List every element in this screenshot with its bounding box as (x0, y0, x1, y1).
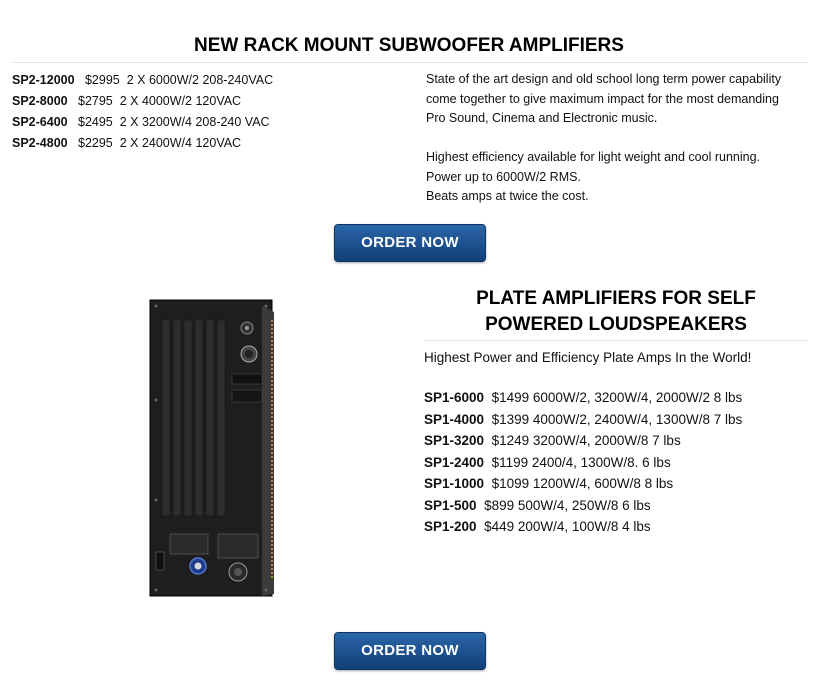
model-details: $899 500W/4, 250W/8 6 lbs (484, 497, 651, 513)
model-name: SP1-2400 (424, 454, 485, 470)
model-name: SP1-500 (424, 497, 477, 513)
description-line: Highest efficiency available for light weight and cool running. (426, 150, 760, 164)
description-line: Beats amps at twice the cost. (426, 189, 589, 203)
model-details: $1249 3200W/4, 2000W/8 7 lbs (491, 433, 681, 448)
model-name: SP1-200 (424, 519, 477, 534)
plate-title-divider (424, 340, 808, 341)
model-spec: 2 X 3200W/4 208-240 VAC (119, 115, 270, 129)
rack-model-list (12, 70, 273, 154)
list-item (424, 495, 742, 517)
plate-tagline: Highest Power and Efficiency Plate Amps In the World! (424, 350, 752, 365)
description-line: Pro Sound, Cinema and Electronic music. (426, 111, 658, 125)
plate-model-list (424, 387, 742, 538)
list-item (424, 473, 742, 495)
model-name: SP1-3200 (424, 433, 485, 448)
list-item (424, 409, 742, 431)
model-name: SP2-8000 (12, 94, 68, 108)
list-item (12, 133, 273, 154)
list-item (12, 70, 273, 91)
plate-amplifier-image (140, 290, 280, 602)
model-price: $2495 (78, 115, 113, 129)
list-item (424, 387, 742, 409)
model-name: SP1-6000 (424, 390, 485, 405)
model-name: SP1-1000 (424, 476, 485, 491)
model-details: $1499 6000W/2, 3200W/4, 2000W/2 8 lbs (491, 390, 743, 405)
rack-section-title: NEW RACK MOUNT SUBWOOFER AMPLIFIERS (194, 35, 624, 56)
model-name: SP2-12000 (12, 73, 75, 87)
description-line: State of the art design and old school long term power capability (426, 72, 782, 86)
plate-title-line1: PLATE AMPLIFIERS FOR SELF (476, 288, 756, 309)
plate-section-title (424, 286, 808, 338)
plate-amplifier-photo (140, 290, 280, 602)
model-details: $1199 2400/4, 1300W/8. 6 lbs (491, 454, 671, 470)
description-line: come together to give maximum impact for the most demanding (426, 91, 779, 106)
list-item (12, 91, 273, 112)
model-name: SP2-6400 (12, 115, 68, 129)
list-item (424, 430, 742, 452)
rack-title-divider (12, 62, 808, 63)
order-now-button-plate[interactable]: ORDER NOW (334, 632, 486, 670)
list-item (12, 112, 273, 133)
model-details: $1099 1200W/4, 600W/8 8 lbs (491, 476, 674, 491)
model-spec: 2 X 2400W/4 120VAC (119, 136, 242, 150)
list-item (424, 516, 742, 538)
plate-title-line2: POWERED LOUDSPEAKERS (485, 314, 747, 335)
model-details: $449 200W/4, 100W/8 4 lbs (484, 519, 651, 534)
model-spec: 2 X 4000W/2 120VAC (119, 94, 242, 108)
model-name: SP2-4800 (12, 136, 68, 150)
model-price: $2795 (78, 94, 113, 108)
model-price: $2295 (78, 136, 113, 150)
description-line: Power up to 6000W/2 RMS. (426, 169, 581, 184)
model-price: $2995 (84, 73, 120, 87)
model-name: SP1-4000 (424, 411, 485, 427)
model-details: $1399 4000W/2, 2400W/4, 1300W/8 7 lbs (491, 411, 743, 427)
list-item (424, 452, 742, 474)
model-spec: 2 X 6000W/2 208-240VAC (126, 73, 274, 87)
rack-description (426, 70, 811, 207)
spacer (426, 129, 811, 149)
order-now-button-rack[interactable]: ORDER NOW (334, 224, 486, 262)
